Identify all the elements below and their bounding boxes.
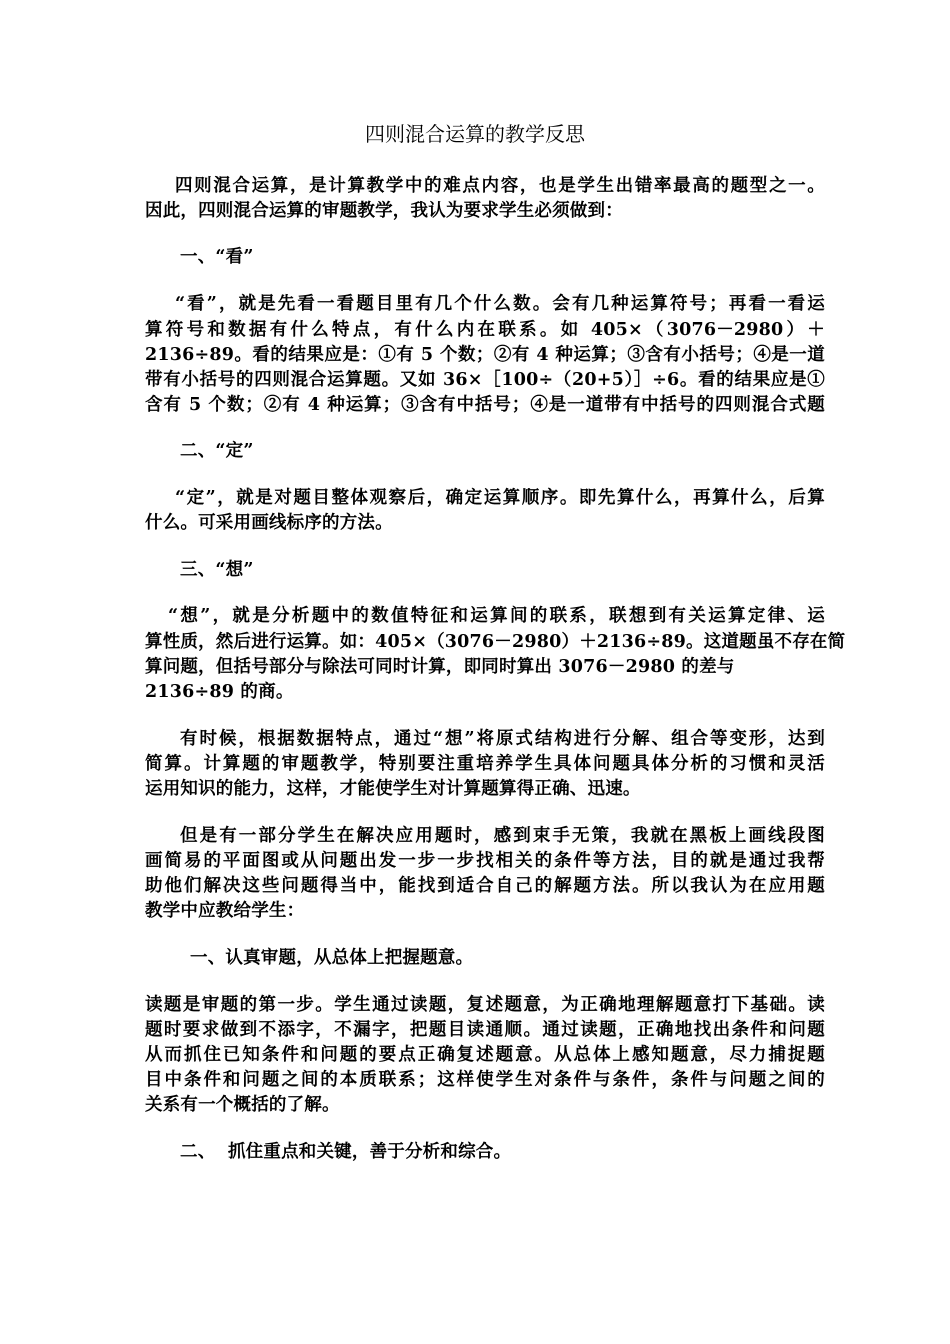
section-2-line-2: 什么。可采用画线标序的方法。 [145,513,393,533]
section-4-line-3: 从而抓住已知条件和问题的要点正确复述题意。从总体上感知题意，尽力捕捉题 [145,1045,825,1065]
word-problem-paragraph-line-3: 助他们解决这些问题得当中，能找到适合自己的解题方法。所以我认为在应用题 [145,876,825,896]
section-2-heading: 二、“定” [180,441,254,461]
section-3-line-2: 算性质，然后进行运算。如：405×（3076－2980）＋2136÷89。这道题虽不存在简 [145,632,846,652]
document-title: 四则混合运算的教学反思 [365,122,585,146]
section-1-line-1: “看”，就是先看一看题目里有几个什么数。会有几种运算符号；再看一看运 [175,294,825,314]
section-1-line-4: 带有小括号的四则混合运算题。又如 36×［100÷（20+5）］÷6。看的结果应是① [145,370,825,390]
section-4-line-5: 关系有一个概括的了解。 [145,1095,340,1115]
section-4-line-4: 目中条件和问题之间的本质联系；这样使学生对条件与条件，条件与问题之间的 [145,1070,825,1090]
section-1-line-5: 含有 5 个数；②有 4 种运算；③含有中括号；④是一道带有中括号的四则混合式题 [145,395,825,415]
section-4-line-1: 读题是审题的第一步。学生通过读题，复述题意，为正确地理解题意打下基础。读 [145,995,825,1015]
simplify-paragraph-line-1: 有时候，根据数据特点，通过“想”将原式结构进行分解、组合等变形，达到 [180,729,825,749]
intro-line-2: 因此，四则混合运算的审题教学，我认为要求学生必须做到： [145,201,623,221]
word-problem-paragraph-line-2: 画简易的平面图或从问题出发一步一步找相关的条件等方法，目的就是通过我帮 [145,851,825,871]
intro-line-1: 四则混合运算，是计算教学中的难点内容，也是学生出错率最高的题型之一。 [175,176,825,196]
section-5-heading: 二、 抓住重点和关键，善于分析和综合。 [180,1142,512,1162]
section-1-line-2: 算符号和数据有什么特点，有什么内在联系。如 405×（3076－2980）＋ [145,320,825,340]
section-3-line-4: 2136÷89 的商。 [145,682,294,702]
section-1-heading: 一、“看” [180,247,254,267]
section-2-line-1: “定”，就是对题目整体观察后，确定运算顺序。即先算什么，再算什么，后算 [175,488,825,508]
word-problem-paragraph-line-4: 教学中应教给学生： [145,901,305,921]
section-3-line-3: 算问题，但括号部分与除法可同时计算，即同时算出 3076－2980 的差与 [145,657,735,677]
simplify-paragraph-line-2: 简算。计算题的审题教学，特别要注重培养学生具体问题具体分析的习惯和灵活 [145,754,825,774]
simplify-paragraph-line-3: 运用知识的能力，这样，才能使学生对计算题算得正确、迅速。 [145,779,641,799]
section-4-heading: 一、认真审题，从总体上把握题意。 [190,948,474,968]
section-3-heading: 三、“想” [180,560,254,580]
section-3-line-1: “想”，就是分析题中的数值特征和运算间的联系，联想到有关运算定律、运 [168,606,825,626]
section-4-line-2: 题时要求做到不添字，不漏字，把题目读通顺。通过读题，正确地找出条件和问题 [145,1020,825,1040]
word-problem-paragraph-line-1: 但是有一部分学生在解决应用题时，感到束手无策，我就在黑板上画线段图 [180,826,825,846]
section-1-line-3: 2136÷89。看的结果应是：①有 5 个数；②有 4 种运算；③含有小括号；④是一道 [145,345,825,365]
